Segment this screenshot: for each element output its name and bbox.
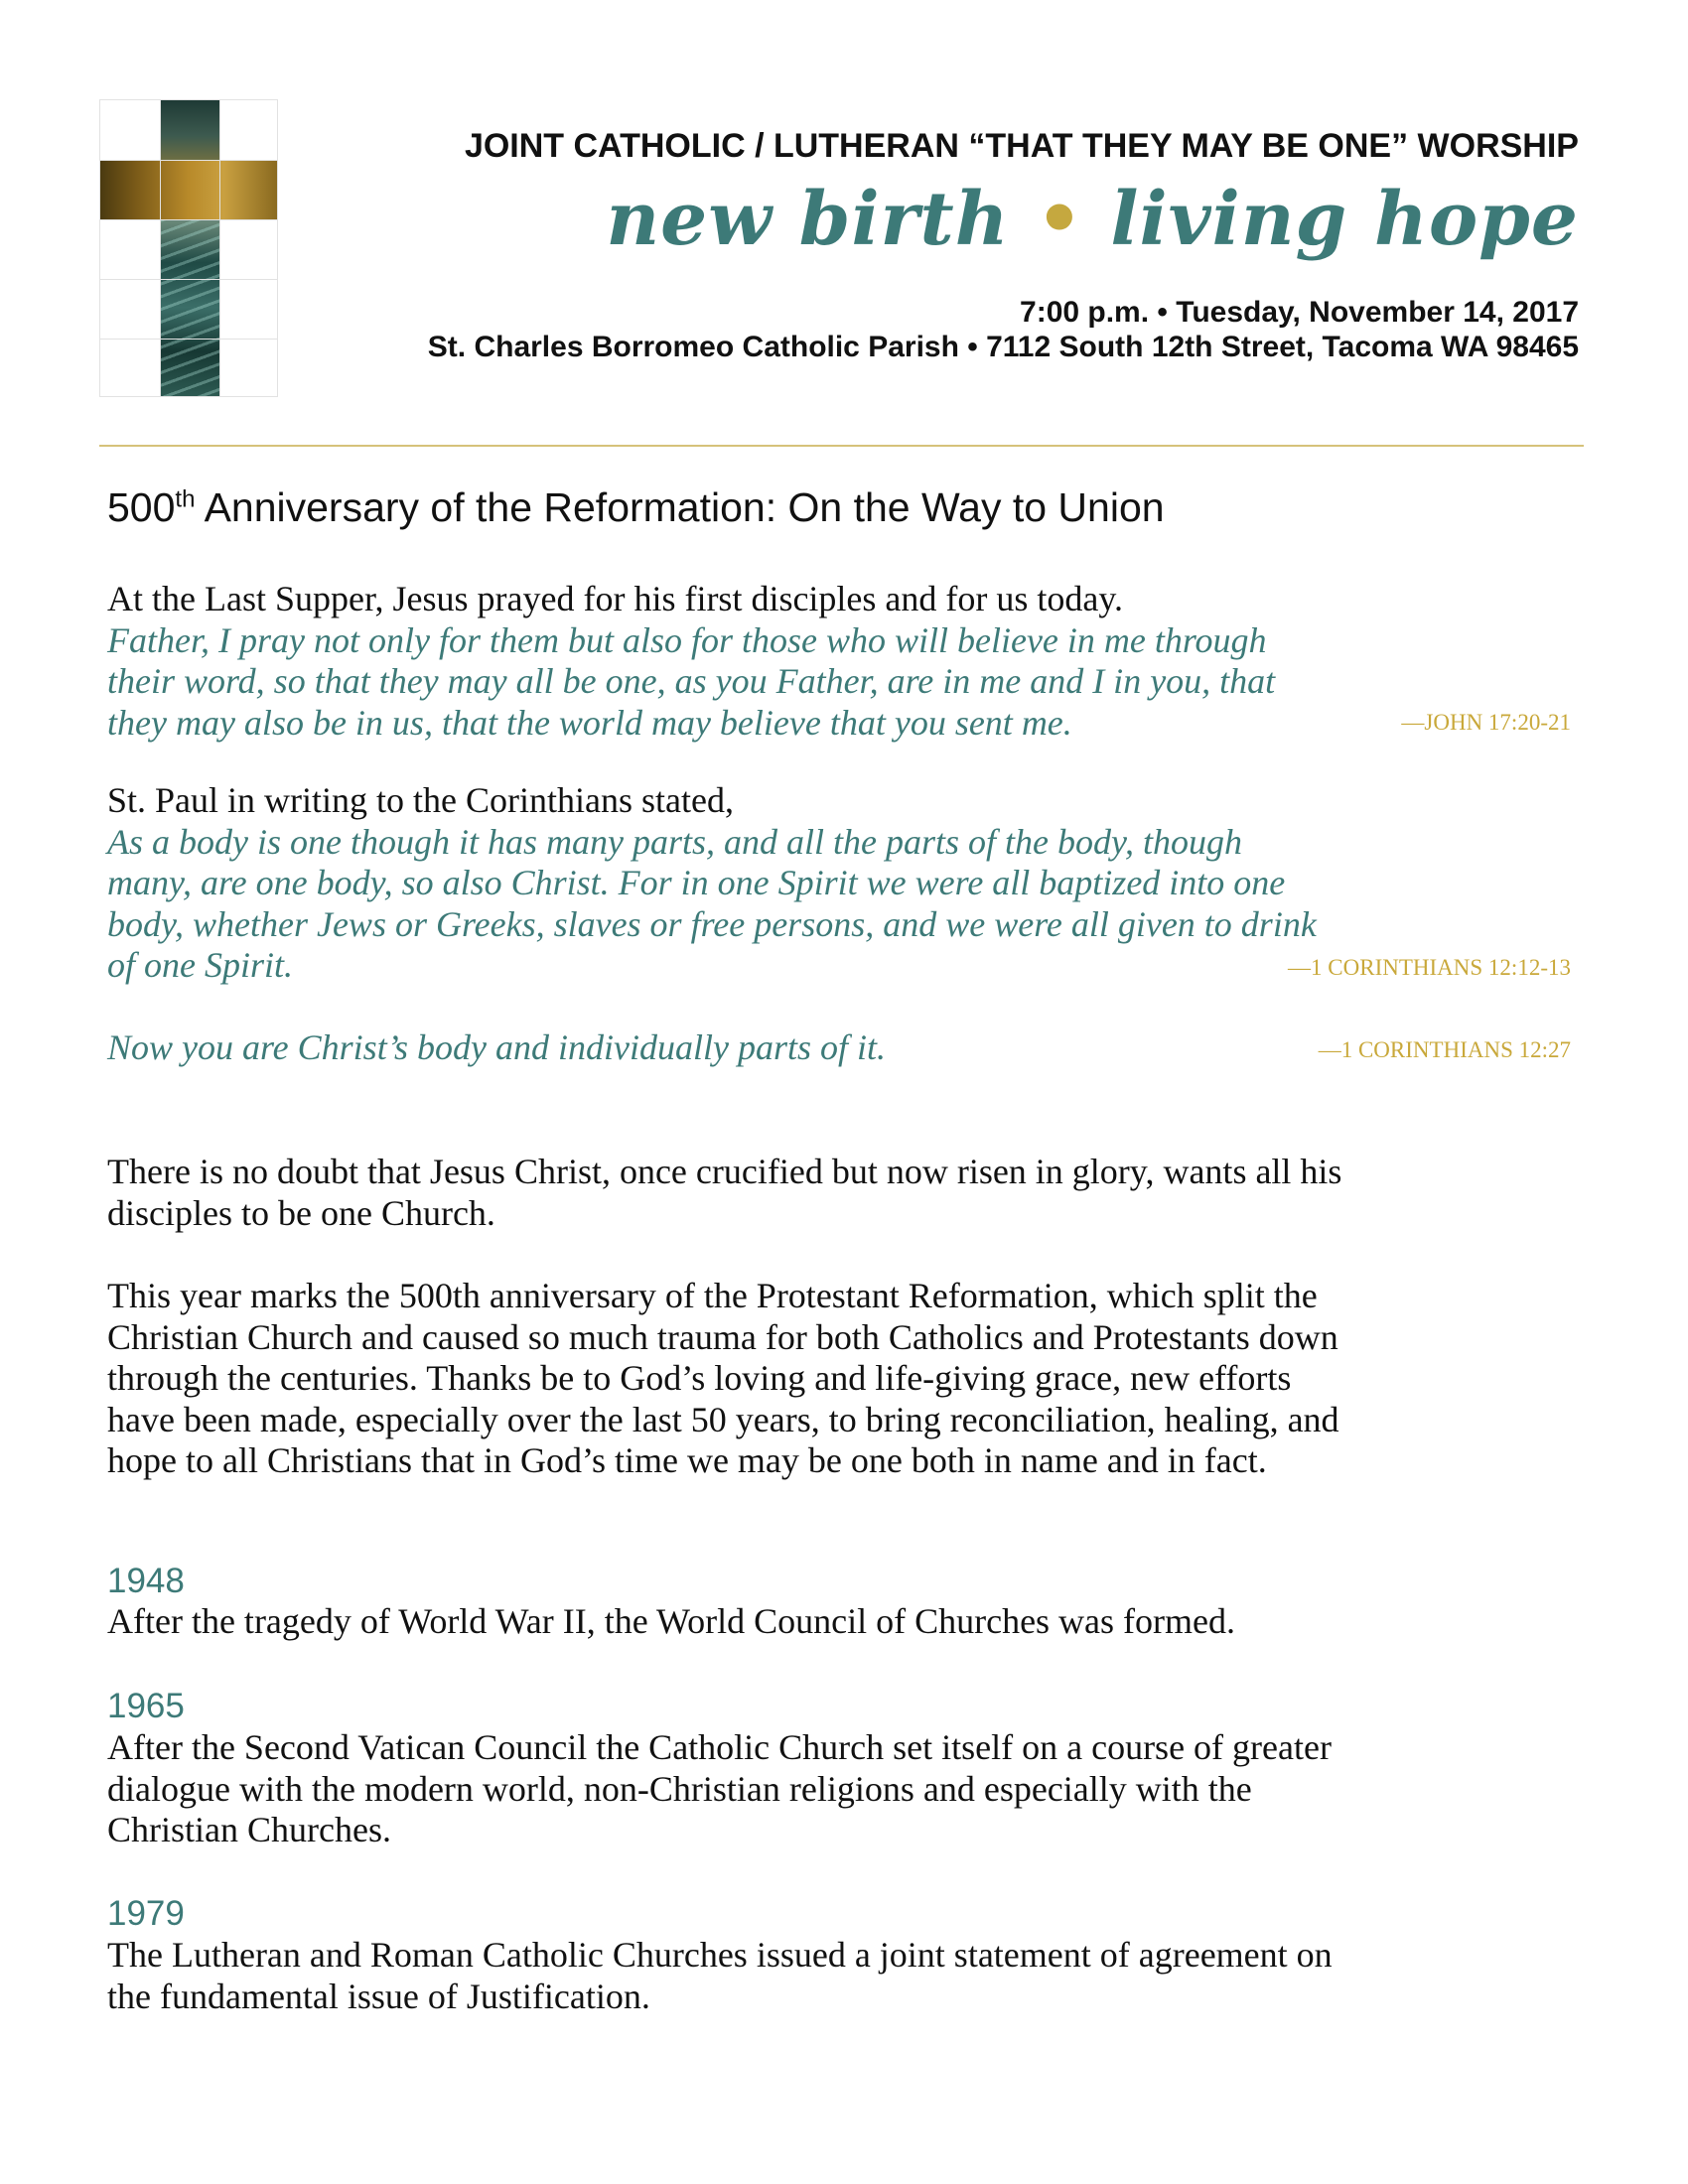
passage-intro: St. Paul in writing to the Corinthians stated,	[107, 780, 734, 820]
timeline-line: After the tragedy of World War II, the World Council of Churches was formed.	[107, 1601, 1236, 1641]
tagline-separator: •	[1036, 177, 1084, 262]
timeline-line: Christian Churches.	[107, 1810, 391, 1849]
grid-line	[100, 339, 277, 340]
grid-line	[160, 100, 161, 396]
quote-line: many, are one body, so also Christ. For in one Spirit we were all baptized into one	[107, 863, 1286, 902]
cross-texture	[160, 219, 219, 396]
quote-line: their word, so that they may all be one, as you Father, are in me and I in you, that	[107, 661, 1276, 701]
tagline-part-1: new birth	[606, 177, 1010, 262]
grid-line	[100, 279, 277, 280]
body-paragraph-2	[107, 1276, 1587, 1482]
grid-line	[219, 100, 220, 396]
scripture-passage-1	[107, 579, 1587, 744]
event-tagline	[606, 177, 1579, 262]
heading-text: Anniversary of the Reformation: On the Way to Union	[195, 484, 1165, 530]
event-time: 7:00 p.m. • Tuesday, November 14, 2017	[1020, 296, 1579, 329]
timeline-line: After the Second Vatican Council the Catholic Church set itself on a course of greater	[107, 1727, 1332, 1767]
quote-line: body, whether Jews or Greeks, slaves or free persons, and we were all given to drink	[107, 903, 1317, 944]
heading-superscript: th	[175, 485, 196, 513]
grid-line	[100, 219, 277, 220]
scripture-passage-3: Now you are Christ’s body and individually parts of it.	[107, 1027, 887, 1067]
header-divider	[99, 445, 1584, 447]
timeline-line: the fundamental issue of Justification.	[107, 1976, 650, 2016]
cross-horizontal-beam	[100, 160, 277, 219]
cross-logo	[99, 99, 278, 397]
event-title: JOINT CATHOLIC / LUTHERAN “THAT THEY MAY BE ONE” WORSHIP	[464, 127, 1579, 165]
citation-2: —1 CORINTHIANS 12:12-13	[1288, 955, 1571, 980]
quote-line: As a body is one though it has many parts, and all the parts of the body, though	[107, 821, 1242, 862]
body-line: through the centuries. Thanks be to God’s loving and life-giving grace, new efforts	[107, 1358, 1292, 1398]
timeline-year-1965: 1965	[107, 1687, 185, 1725]
timeline-text-1948	[107, 1601, 1587, 1643]
quote-line: they may also be in us, that the world may believe that you sent me.	[107, 702, 1072, 743]
timeline-line: The Lutheran and Roman Catholic Churches issued a joint statement of agreement on	[107, 1935, 1333, 1975]
page-heading	[107, 484, 1165, 531]
body-line: have been made, especially over the last 50 years, to bring reconciliation, healing, and	[107, 1399, 1339, 1439]
timeline-year-1948: 1948	[107, 1562, 185, 1600]
timeline-line: dialogue with the modern world, non-Christian religions and especially with the	[107, 1768, 1252, 1809]
heading-number: 500	[107, 484, 176, 530]
quote-line: of one Spirit.	[107, 945, 293, 985]
tagline-part-2: living hope	[1110, 177, 1579, 262]
body-line: Christian Church and caused so much trauma for both Catholics and Protestants down	[107, 1316, 1338, 1357]
body-paragraph-1	[107, 1152, 1587, 1234]
body-line: This year marks the 500th anniversary of the Protestant Reformation, which split the	[107, 1276, 1318, 1315]
citation-1: —JOHN 17:20-21	[1401, 710, 1571, 735]
passage-intro: At the Last Supper, Jesus prayed for his first disciples and for us today.	[107, 579, 1124, 618]
citation-3: —1 CORINTHIANS 12:27	[1318, 1037, 1571, 1062]
body-line: hope to all Christians that in God’s time we may be one both in name and in fact.	[107, 1440, 1267, 1480]
timeline-year-1979: 1979	[107, 1894, 185, 1933]
body-line: There is no doubt that Jesus Christ, once crucified but now risen in glory, wants all his	[107, 1152, 1342, 1191]
timeline-text-1965	[107, 1727, 1587, 1851]
quote-line: Father, I pray not only for them but also for those who will believe in me through	[107, 619, 1267, 660]
body-line: disciples to be one Church.	[107, 1192, 495, 1233]
timeline-text-1979	[107, 1935, 1587, 2017]
event-place: St. Charles Borromeo Catholic Parish • 7112 South 12th Street, Tacoma WA 98465	[427, 331, 1579, 363]
grid-line	[100, 160, 277, 161]
